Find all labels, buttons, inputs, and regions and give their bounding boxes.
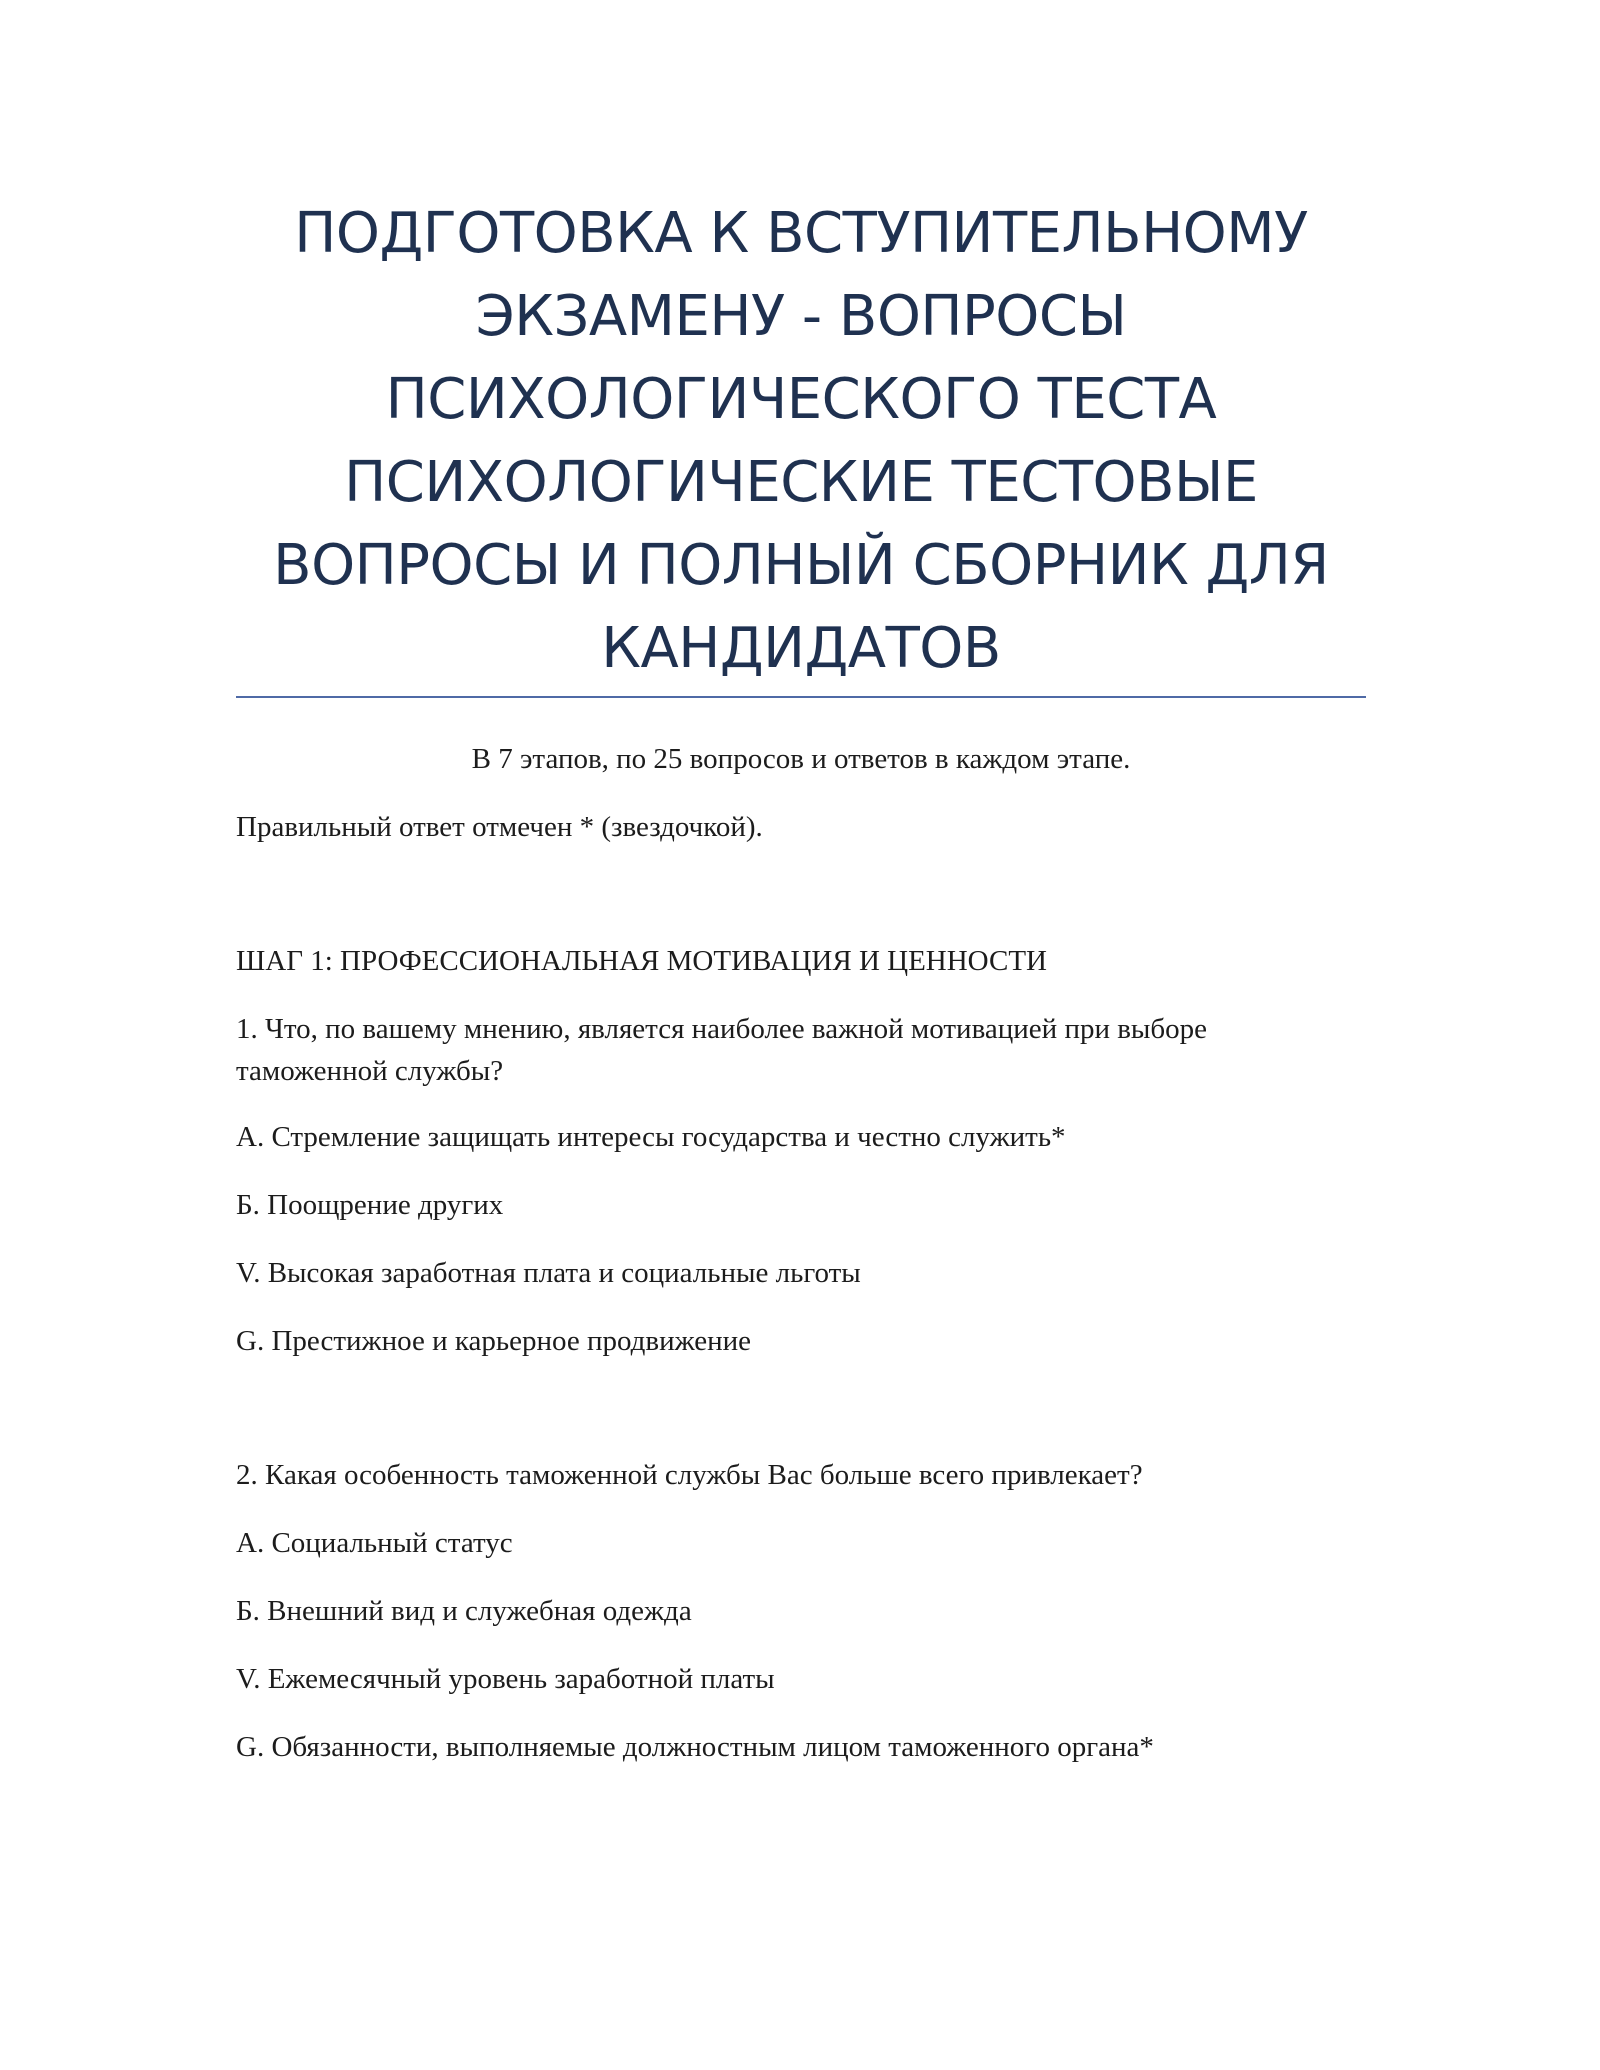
title-line: КАНДИДАТОВ — [601, 616, 1001, 681]
answer-note: Правильный ответ отмечен * (звездочкой). — [236, 811, 763, 843]
title-line: ПСИХОЛОГИЧЕСКИЕ ТЕСТОВЫЕ — [344, 450, 1258, 515]
question-1-answer-g: G. Престижное и карьерное продвижение — [236, 1325, 752, 1357]
question-2-answer-g: G. Обязанности, выполняемые должностным лицом таможенного органа* — [236, 1731, 1154, 1763]
title-underline-divider — [236, 696, 1366, 698]
question-1-answer-a: A. Стремление защищать интересы государства и честно служить* — [236, 1121, 1066, 1153]
title-line: ПОДГОТОВКА К ВСТУПИТЕЛЬНОМУ — [294, 201, 1308, 266]
question-2-answer-a: А. Социальный статус — [236, 1527, 513, 1559]
section-heading: ШАГ 1: ПРОФЕССИОНАЛЬНАЯ МОТИВАЦИЯ И ЦЕННОСТИ — [236, 945, 1047, 977]
question-2-text: 2. Какая особенность таможенной службы Вас больше всего привлекает? — [236, 1459, 1143, 1491]
document-title — [236, 192, 1366, 690]
question-1-answer-v: V. Высокая заработная плата и социальные льготы — [236, 1257, 861, 1289]
intro-text: В 7 этапов, по 25 вопросов и ответов в каждом этапе. — [471, 743, 1131, 775]
question-1-text: 1. Что, по вашему мнению, является наиболее важной мотивацией при выборе — [236, 1013, 1208, 1045]
question-2-answer-v: V. Ежемесячный уровень заработной платы — [236, 1663, 775, 1695]
title-line: ПСИХОЛОГИЧЕСКОГО ТЕСТА — [385, 367, 1217, 432]
question-2-answer-b: Б. Внешний вид и служебная одежда — [236, 1595, 692, 1627]
title-line: ВОПРОСЫ И ПОЛНЫЙ СБОРНИК ДЛЯ — [273, 533, 1329, 598]
question-1-answer-b: Б. Поощрение других — [236, 1189, 504, 1221]
question-1-text-continued: таможенной службы? — [236, 1055, 504, 1087]
title-line: ЭКЗАМЕНУ - ВОПРОСЫ — [475, 284, 1127, 349]
